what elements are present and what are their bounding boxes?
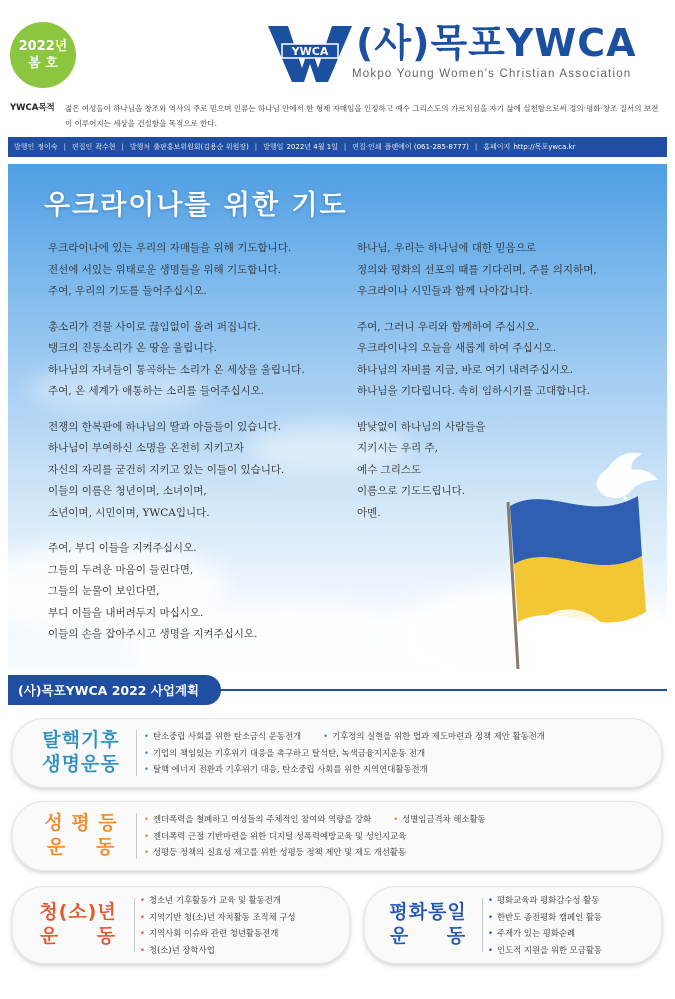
prayer-line: 소년이며, 시민이며, YWCA입니다. <box>48 506 210 519</box>
info-label: 편집·인쇄 <box>352 143 382 151</box>
bullet-icon: • <box>144 764 149 774</box>
list-item <box>140 925 296 942</box>
bullet-icon: • <box>488 895 493 905</box>
prayer-line: 전쟁의 한복판에 하나님의 딸과 아들들이 있습니다. <box>48 420 282 433</box>
list-item <box>140 892 296 909</box>
season-badge <box>10 22 76 88</box>
bullet-icon: • <box>144 731 149 741</box>
bullet-icon: • <box>393 814 399 824</box>
info-divider: | <box>343 143 347 151</box>
purpose-statement <box>10 101 665 131</box>
bullet-icon: • <box>144 847 149 857</box>
prayer-line: 이들의 이름은 청년이며, 소녀이며, <box>48 485 207 497</box>
bullet-icon: • <box>488 911 493 922</box>
section-item-list <box>488 892 602 958</box>
list-item <box>144 828 486 845</box>
prayer-line: 아멘. <box>357 506 381 519</box>
prayer-line: 이름으로 기도드립니다. <box>357 485 466 497</box>
list-item <box>140 942 296 959</box>
item-text: 인도적 지원을 위한 모금활동 <box>496 944 603 955</box>
info-value: 출판홍보위원회(김용순 위원장) <box>153 143 249 151</box>
org-title: (사)목포YWCA <box>356 21 637 65</box>
prayer-line: 주여, 그러니 우리와 함께하여 주십시오. <box>357 320 540 333</box>
publication-info-bar <box>8 137 667 157</box>
bullet-icon: • <box>488 928 493 938</box>
info-label: 발행처 <box>129 143 151 151</box>
org-subtitle: Mokpo Young Women's Christian Association <box>352 68 632 80</box>
prayer-line: 우크라이나의 오늘을 새롭게 하여 주십시오. <box>357 342 557 354</box>
prayer-line: 그들의 두려운 마음이 들린다면, <box>48 563 194 576</box>
logo-badge-text: YWCA <box>291 45 329 58</box>
list-item <box>144 811 486 828</box>
item-text: 한반도 종전평화 캠페인 활동 <box>496 911 603 922</box>
prayer-stanza <box>357 317 597 403</box>
section-item-list <box>140 892 296 958</box>
list-item <box>144 728 545 745</box>
section-item-list <box>144 811 486 861</box>
item-text: 젠더폭력을 철폐하고 여성들의 주체적인 참여와 역량을 강화 <box>152 814 372 824</box>
prayer-line: 하나님을 기다립니다. 속히 임하시기를 고대합니다. <box>357 385 591 397</box>
prayer-stanza <box>48 317 305 403</box>
bullet-icon: • <box>140 928 145 938</box>
section-title-line: 운 동 <box>46 836 116 858</box>
list-item <box>488 892 602 909</box>
section-title-line: 운 동 <box>389 925 467 947</box>
prayer-line: 하나님의 자녀들이 통곡하는 소리가 온 세상을 울립니다. <box>48 363 305 376</box>
section-divider <box>136 813 137 859</box>
info-divider: | <box>474 143 478 151</box>
prayer-stanza <box>48 417 305 525</box>
list-item <box>488 925 602 942</box>
prayer-stanza <box>357 417 597 525</box>
section-title <box>26 900 130 948</box>
info-divider: | <box>121 143 124 151</box>
prayer-line: 하나님의 자비를 지금, 바로 여기 내려주십시오. <box>357 363 574 376</box>
section-item-list <box>144 728 545 778</box>
bullet-icon: • <box>323 731 329 741</box>
info-label: 발행인 <box>14 143 35 151</box>
section-divider <box>134 898 135 952</box>
item-text: 기업의 책임있는 기후위기 대응을 촉구하고 탈석탄, 녹색금융지지운동 전개 <box>152 747 426 758</box>
purpose-text: 젊은 여성들이 하나님을 창조와 역사의 주로 믿으며 인류는 하나님 안에서 한 형제 자매임을 인정하고 예수 그리스도의 가르치심을 자기 삶에 실천함으로써 정의·평화·창조 질서의 보전이 이루어지는 세상을 건설함을 목적으로 한다. <box>65 104 659 128</box>
info-divider: | <box>63 143 66 151</box>
section-title-line: 운 동 <box>39 925 117 947</box>
item-text: 주제가 있는 평화순례 <box>496 928 576 938</box>
homepage-link[interactable]: http://목포ywca.kr <box>513 143 576 151</box>
prayer-line: 총소리가 건물 사이로 끊임없이 울려 퍼집니다. <box>48 320 261 333</box>
list-item <box>140 909 296 926</box>
prayer-line: 주여, 부디 이들을 지켜주십시오. <box>48 542 197 554</box>
info-label: 편집인 <box>71 143 93 151</box>
list-item <box>144 745 545 762</box>
prayer-line: 우크라이나 시민들과 함께 나아갑니다. <box>357 285 533 297</box>
item-text: 지역기반 청(소)년 자치활동 조직체 구성 <box>148 911 296 922</box>
bullet-icon: • <box>144 830 149 841</box>
section-divider <box>482 898 483 952</box>
info-value: 플랜에이 (061-285-8777) <box>384 143 469 151</box>
plan-section-peace <box>364 886 662 964</box>
prayer-line: 전선에 서있는 위태로운 생명들을 위해 기도합니다. <box>48 263 282 276</box>
prayer-line: 하나님이 부여하신 소명을 온전히 지키고자 <box>48 442 244 454</box>
purpose-label: YWCA목적 <box>10 103 55 113</box>
bullet-icon: • <box>140 911 145 922</box>
section-title <box>30 728 132 776</box>
info-value: 곽수현 <box>95 143 116 151</box>
info-value: 2022년 4월 1일 <box>286 143 338 151</box>
bullet-icon: • <box>144 814 149 824</box>
prayer-panel <box>8 164 667 669</box>
bullet-icon: • <box>488 944 493 955</box>
info-label: 홈페이지 <box>483 143 511 151</box>
bullet-icon: • <box>144 747 149 758</box>
section-title <box>378 900 478 948</box>
plan-section-gender-equality <box>12 801 662 871</box>
prayer-line: 하나님, 우리는 하나님에 대한 믿음으로 <box>357 242 536 254</box>
item-text: 청(소)년 장학사업 <box>148 944 215 955</box>
prayer-line: 주여, 온 세계가 애통하는 소리를 들어주십시오. <box>48 385 265 397</box>
ywca-logo-icon <box>268 24 352 82</box>
item-text: 젠더폭력 근절 기반마련을 위한 디지털 성폭력예방교육 및 성인지교육 <box>152 830 407 841</box>
item-text: 기후정의 실현을 위한 법과 제도마련과 정책 제안 활동전개 <box>332 731 545 741</box>
section-title <box>30 811 132 859</box>
list-item <box>144 761 545 778</box>
list-item <box>144 844 486 861</box>
prayer-line: 자신의 자리를 굳건히 지키고 있는 이들이 있습니다. <box>48 463 285 476</box>
prayer-stanza <box>357 238 597 303</box>
section-title-line: 탈핵기후 <box>42 729 120 751</box>
item-text: 탄소중립 사회를 위한 탄소금식 운동전개 <box>152 731 302 741</box>
prayer-stanza <box>48 238 305 303</box>
item-text: 성별임금격차 해소활동 <box>402 814 486 824</box>
list-item <box>488 909 602 926</box>
bullet-icon: • <box>140 944 145 955</box>
item-text: 청소년 기후활동가 교육 및 활동전개 <box>148 895 281 905</box>
prayer-line: 주여, 우리의 기도를 들어주십시오. <box>48 285 207 297</box>
item-text: 지역사회 이슈와 관련 청년활동전개 <box>148 928 279 938</box>
season-year: 2022년 <box>18 39 68 54</box>
info-label: 발행일 <box>263 143 284 151</box>
section-title-line: 평화통일 <box>389 901 467 923</box>
section-title-line: 생명운동 <box>42 753 120 775</box>
season-name: 봄 호 <box>28 56 58 71</box>
list-item <box>488 942 602 959</box>
prayer-line: 그들의 눈물이 보인다면, <box>48 585 160 597</box>
item-text: 탈핵 에너지 전환과 기후위기 대응, 탄소중립 사회를 위한 지역연대활동전개 <box>152 764 428 774</box>
prayer-line: 정의와 평화의 선포의 때를 기다리며, 주를 의지하며, <box>357 263 597 276</box>
plan-heading: (사)목포YWCA 2022 사업계획 <box>8 675 221 705</box>
prayer-line: 탱크의 진동소리가 온 땅을 울립니다. <box>48 342 217 354</box>
info-divider: | <box>254 143 258 151</box>
plan-heading-bar <box>8 675 667 705</box>
section-title-line: 청(소)년 <box>39 901 117 923</box>
prayer-line: 예수 그리스도 <box>357 463 422 476</box>
prayer-left-column <box>48 238 305 660</box>
prayer-line: 부디 이들을 내버려두지 마십시오. <box>48 606 204 619</box>
info-value: 정이숙 <box>37 143 58 151</box>
plan-heading-rule <box>218 689 667 691</box>
prayer-stanza <box>48 538 305 646</box>
item-text: 성평등 정책의 실효성 제고를 위한 성평등 정책 제안 및 제도 개선활동 <box>152 847 407 857</box>
plan-section-climate <box>12 718 662 788</box>
prayer-line: 이들의 손을 잡아주시고 생명을 지켜주십시오. <box>48 628 258 640</box>
item-text: 평화교육과 평화감수성 활동 <box>496 895 600 905</box>
prayer-line: 밤낮없이 하나님의 사람들을 <box>357 420 486 433</box>
prayer-line: 지키시는 우리 주, <box>357 442 439 454</box>
section-divider <box>136 730 137 776</box>
section-title-line: 성 평 등 <box>44 812 118 834</box>
prayer-right-column <box>357 238 597 538</box>
prayer-title: 우크라이나를 위한 기도 <box>44 190 348 221</box>
plan-section-youth <box>12 886 350 964</box>
bullet-icon: • <box>140 895 145 905</box>
prayer-line: 우크라이나에 있는 우리의 자매들을 위해 기도합니다. <box>48 242 292 254</box>
